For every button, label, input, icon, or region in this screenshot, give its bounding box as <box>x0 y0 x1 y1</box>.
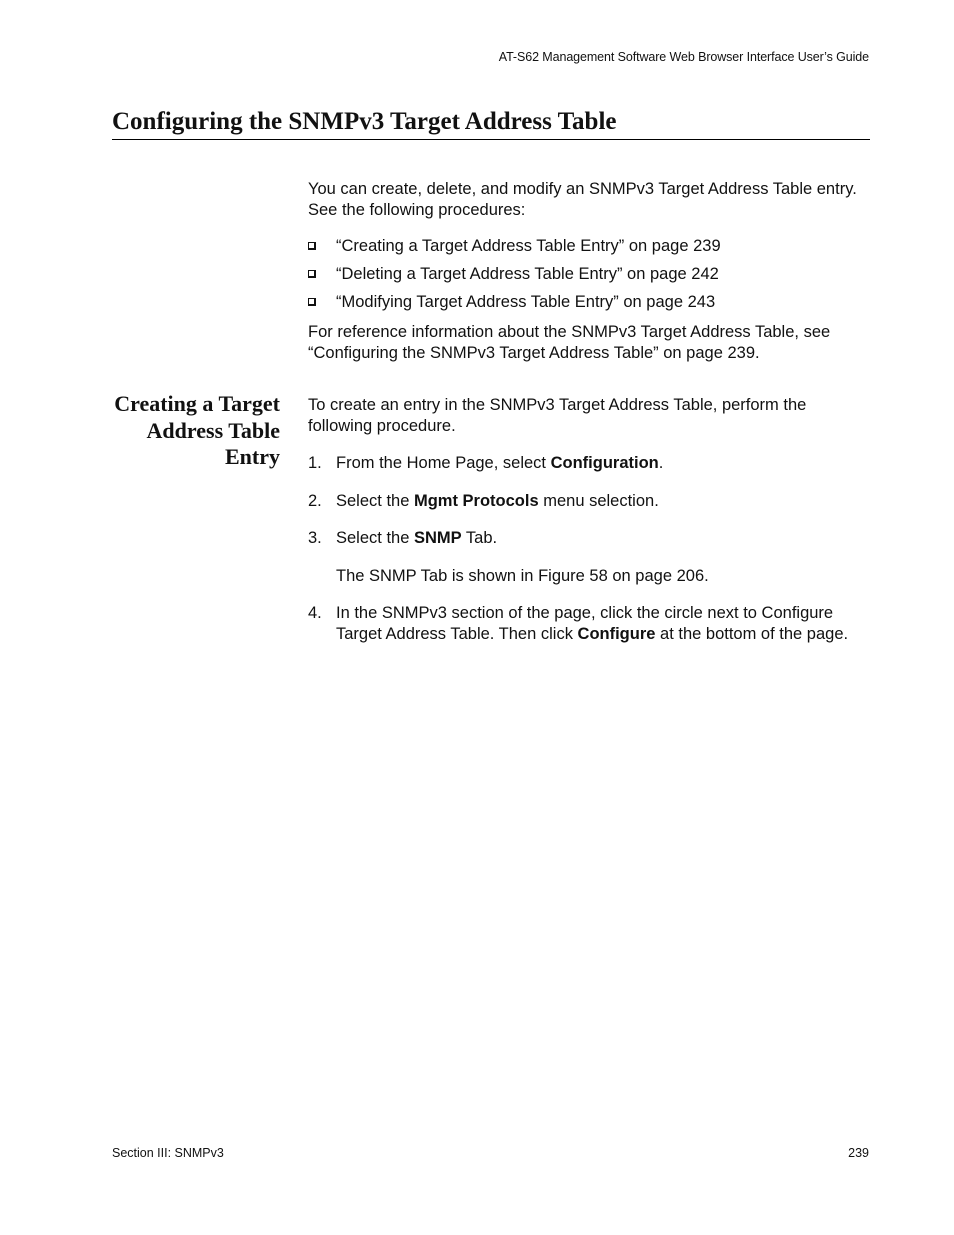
step-text: From the Home Page, select <box>336 454 551 472</box>
running-header: AT-S62 Management Software Web Browser Interface User’s Guide <box>498 50 869 64</box>
checkbox-bullet-icon <box>308 270 316 278</box>
intro-paragraph: You can create, delete, and modify an SNMPv3 Target Address Table entry. See the following procedures: <box>308 180 857 219</box>
checkbox-bullet-icon <box>308 298 316 306</box>
procedure-link[interactable]: “Modifying Target Address Table Entry” on page 243 <box>336 293 716 311</box>
step-ui-term: SNMP <box>413 529 462 547</box>
footer-section-label: Section III: SNMPv3 <box>112 1146 224 1160</box>
procedure-link[interactable]: “Deleting a Target Address Table Entry” on page 242 <box>336 265 719 283</box>
step-item <box>308 603 873 644</box>
subsection-heading-line: Entry <box>225 444 280 469</box>
procedure-block <box>308 395 873 644</box>
step-note: The SNMP Tab is shown in Figure 58 on page 206. <box>336 566 709 585</box>
section-title: Configuring the SNMPv3 Target Address Table <box>112 108 870 140</box>
step-ui-term: Mgmt Protocols <box>413 491 539 510</box>
procedure-steps <box>308 453 873 644</box>
subsection-heading-line: Creating a Target <box>114 391 280 416</box>
list-item[interactable] <box>308 292 873 320</box>
step-text: Select the <box>336 529 414 547</box>
step-number: 3. <box>308 529 322 547</box>
step-text: Tab. <box>461 529 498 547</box>
step-number: 4. <box>308 604 322 622</box>
subsection-heading <box>100 391 280 471</box>
procedure-intro: To create an entry in the SNMPv3 Target Address Table, perform the following procedure. <box>308 396 807 435</box>
reference-paragraph: For reference information about the SNMPv3 Target Address Table, see “Configuring the SNMPv3 Target Address Table” on page 239. <box>308 323 831 362</box>
step-text: In the SNMPv3 section of the page, click the circle next to Configure Target Address Table. Then click <box>336 604 834 643</box>
step-text: at the bottom of the page. <box>655 624 849 643</box>
step-number: 2. <box>308 491 322 510</box>
subsection-heading-line: Address Table <box>146 417 280 443</box>
checkbox-bullet-icon <box>308 242 316 250</box>
footer-page-number: 239 <box>848 1146 869 1160</box>
list-item[interactable] <box>308 264 873 292</box>
step-text: Select the <box>336 491 414 510</box>
section-intro-block <box>308 179 873 363</box>
step-ui-term: Configuration <box>550 454 659 472</box>
procedure-link[interactable]: “Creating a Target Address Table Entry” on page 239 <box>336 237 721 255</box>
step-text: menu selection. <box>538 491 659 510</box>
step-text: . <box>658 454 664 472</box>
step-item <box>308 528 873 586</box>
list-item[interactable] <box>308 236 873 264</box>
procedure-link-list <box>308 236 873 320</box>
step-item <box>308 453 873 474</box>
step-item <box>308 491 873 512</box>
step-number: 1. <box>308 454 322 472</box>
step-ui-term: Configure <box>577 624 656 643</box>
